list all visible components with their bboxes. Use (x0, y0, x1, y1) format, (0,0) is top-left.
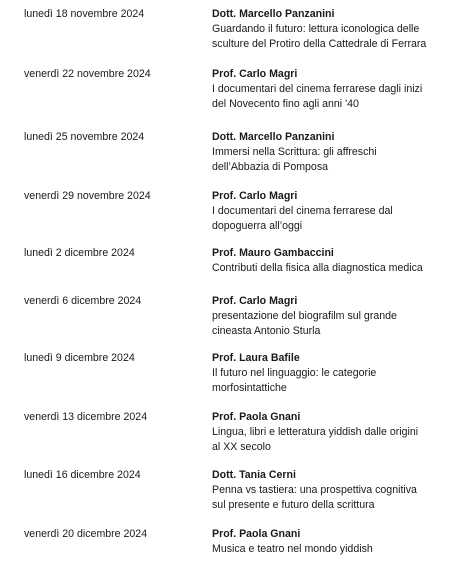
entry-info (212, 7, 448, 52)
entry-title: Contributi della fisica alla diagnostica medica (212, 262, 423, 274)
entry-info (212, 189, 448, 234)
entry-title: Musica e teatro nel mondo yiddish (212, 543, 373, 555)
entry-date: venerdì 20 dicembre 2024 (24, 528, 148, 540)
entry-date: lunedì 16 dicembre 2024 (24, 469, 141, 481)
entry-info (212, 410, 448, 455)
entry-info (212, 294, 448, 339)
entry-date: venerdì 22 novembre 2024 (24, 68, 151, 80)
entry-speaker: Prof. Paola Gnani (212, 528, 301, 540)
entry-date: lunedì 2 dicembre 2024 (24, 247, 135, 259)
entry-info (212, 527, 448, 557)
entry-date: lunedì 25 novembre 2024 (24, 131, 145, 143)
entry-title: Il futuro nel linguaggio: le categorie morfosintattiche (212, 367, 377, 394)
entry-info (212, 246, 448, 276)
entry-date: lunedì 18 novembre 2024 (24, 8, 145, 20)
entry-title: Penna vs tastiera: una prospettiva cognitiva sul presente e futuro della scrittura (212, 484, 417, 511)
entry-speaker: Prof. Laura Bafile (212, 352, 300, 364)
entry-info (212, 351, 448, 396)
entry-speaker: Prof. Mauro Gambaccini (212, 247, 334, 259)
entry-title: I documentari del cinema ferrarese dagli inizi del Novecento fino agli anni '40 (212, 83, 423, 110)
entry-speaker: Prof. Carlo Magri (212, 68, 298, 80)
entry-title: Guardando il futuro: lettura iconologica delle sculture del Protiro della Cattedrale di Ferrara (212, 23, 427, 50)
entry-date: venerdì 13 dicembre 2024 (24, 411, 148, 423)
entry-speaker: Dott. Marcello Panzanini (212, 8, 335, 20)
entry-speaker: Prof. Carlo Magri (212, 295, 298, 307)
entry-info (212, 468, 448, 513)
entry-date: venerdì 6 dicembre 2024 (24, 295, 142, 307)
entry-date: lunedì 9 dicembre 2024 (24, 352, 135, 364)
entry-title: Lingua, libri e letteratura yiddish dalle origini al XX secolo (212, 426, 419, 453)
entry-speaker: Prof. Paola Gnani (212, 411, 301, 423)
entry-speaker: Prof. Carlo Magri (212, 190, 298, 202)
entry-info (212, 130, 448, 175)
entry-info (212, 67, 448, 112)
entry-speaker: Dott. Marcello Panzanini (212, 131, 335, 143)
entry-title: Immersi nella Scrittura: gli affreschi dell’Abbazia di Pomposa (212, 146, 377, 173)
entry-speaker: Dott. Tania Cerni (212, 469, 296, 481)
entry-title: I documentari del cinema ferrarese dal dopoguerra all’oggi (212, 205, 393, 232)
entry-date: venerdì 29 novembre 2024 (24, 190, 151, 202)
entry-title: presentazione del biografilm sul grande cineasta Antonio Sturla (212, 310, 397, 337)
